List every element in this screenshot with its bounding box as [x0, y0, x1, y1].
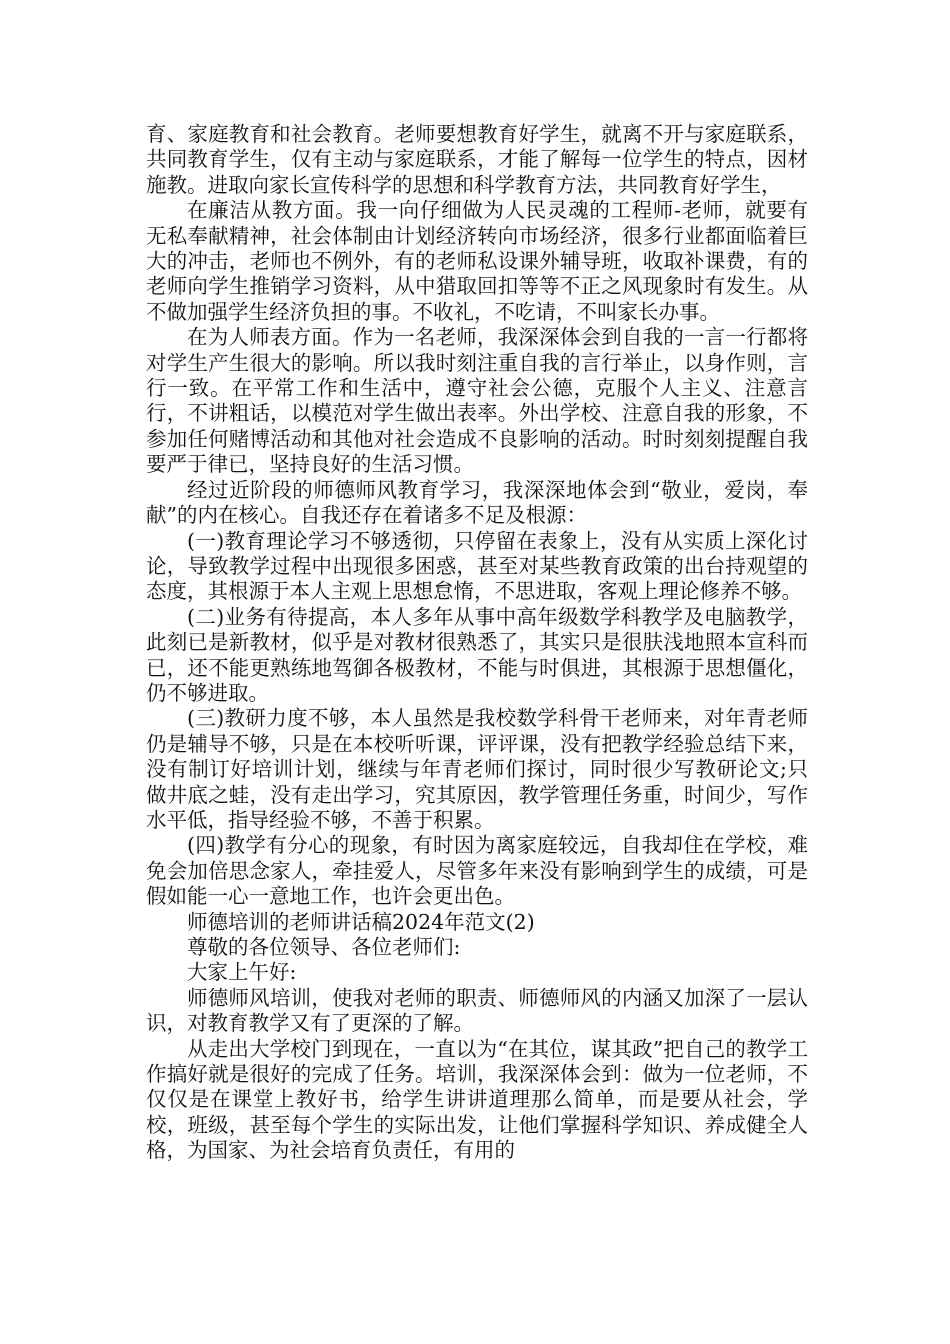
salutation: 尊敬的各位领导、各位老师们:: [187, 935, 461, 959]
paragraph: 经过近阶段的师德师风教育学习，我深深地体会到“敬业，爱岗，奉献”的内在核心。自我还存在着诸多不足及根源：: [146, 477, 808, 528]
paragraph: 在廉洁从教方面。我一向仔细做为人民灵魂的工程师-老师，就要有无私奉献精神，社会体制由计划经济转向市场经济，很多行业都面临着巨大的冲击，老师也不例外，有的老师私设课外辅导班，收取补课费，有的老师向学生推销学习资料，从中猎取回扣等等不正之风现象时有发生。从不做加强学生经济负担的事。不收礼，不吃请，不叫家长办事。: [146, 198, 808, 324]
paragraph: 从走出大学校门到现在，一直以为“在其位，谋其政”把自己的教学工作搞好就是很好的完成了任务。培训，我深深体会到：做为一位老师，不仅仅是在课堂上教好书，给学生讲讲道理那么简单，而是要从社会，学校，班级，甚至每个学生的实际出发，让他们掌握科学知识、养成健全人格，为国家、为社会培育负责任，有用的: [146, 1036, 808, 1163]
section-title: 师德培训的老师讲话稿2024年范文(2): [187, 909, 535, 934]
document-body: [146, 122, 808, 1164]
paragraph: 育、家庭教育和社会教育。老师要想教育好学生，就离不开与家庭联系，共同教育学生，仅有主动与家庭联系，才能了解每一位学生的特点，因材施教。进取向家长宣传科学的思想和科学教育方法，共同教育好学生，: [146, 122, 808, 197]
greeting: 大家上午好:: [187, 960, 297, 985]
paragraph: (四)教学有分心的现象，有时因为离家庭较远，自我却住在学校，难免会加倍思念家人，牵挂爱人，尽管多年来没有影响到学生的成绩，可是假如能一心一意地工作，也许会更出色。: [146, 833, 808, 909]
paragraph: 师德师风培训，使我对老师的职责、师德师风的内涵又加深了一层认识，对教育教学又有了更深的了解。: [146, 985, 808, 1036]
paragraph: (二)业务有待提高，本人多年从事中高年级数学科教学及电脑教学，此刻已是新教材，似乎是对教材很熟悉了，其实只是很肤浅地照本宣科而已，还不能更熟练地驾御各极教材，不能与时俱进，其根源于思想僵化，仍不够进取。: [146, 604, 808, 705]
paragraph: (三)教研力度不够，本人虽然是我校数学科骨干老师来，对年青老师仍是辅导不够，只是在本校听听课，评评课，没有把教学经验总结下来，没有制订好培训计划，继续与年青老师们探讨，同时很少写教研论文;只做井底之蛙，没有走出学习，究其原因，教学管理任务重，时间少，写作水平低，指导经验不够，不善于积累。: [146, 706, 808, 832]
paragraph: 在为人师表方面。作为一名老师，我深深体会到自我的一言一行都将对学生产生很大的影响。所以我时刻注重自我的言行举止，以身作则，言行一致。在平常工作和生活中，遵守社会公德，克服个人主义、注意言行，不讲粗话，以模范对学生做出表率。外出学校、注意自我的形象，不参加任何赌博活动和其他对社会造成不良影响的活动。时时刻刻提醒自我要严于律已，坚持良好的生活习惯。: [146, 325, 808, 477]
paragraph: (一)教育理论学习不够透彻，只停留在表象上，没有从实质上深化讨论，导致教学过程中出现很多困惑，甚至对某些教育政策的出台持观望的态度，其根源于本人主观上思想怠惰，不思进取，客观上理论修养不够。: [146, 528, 808, 604]
